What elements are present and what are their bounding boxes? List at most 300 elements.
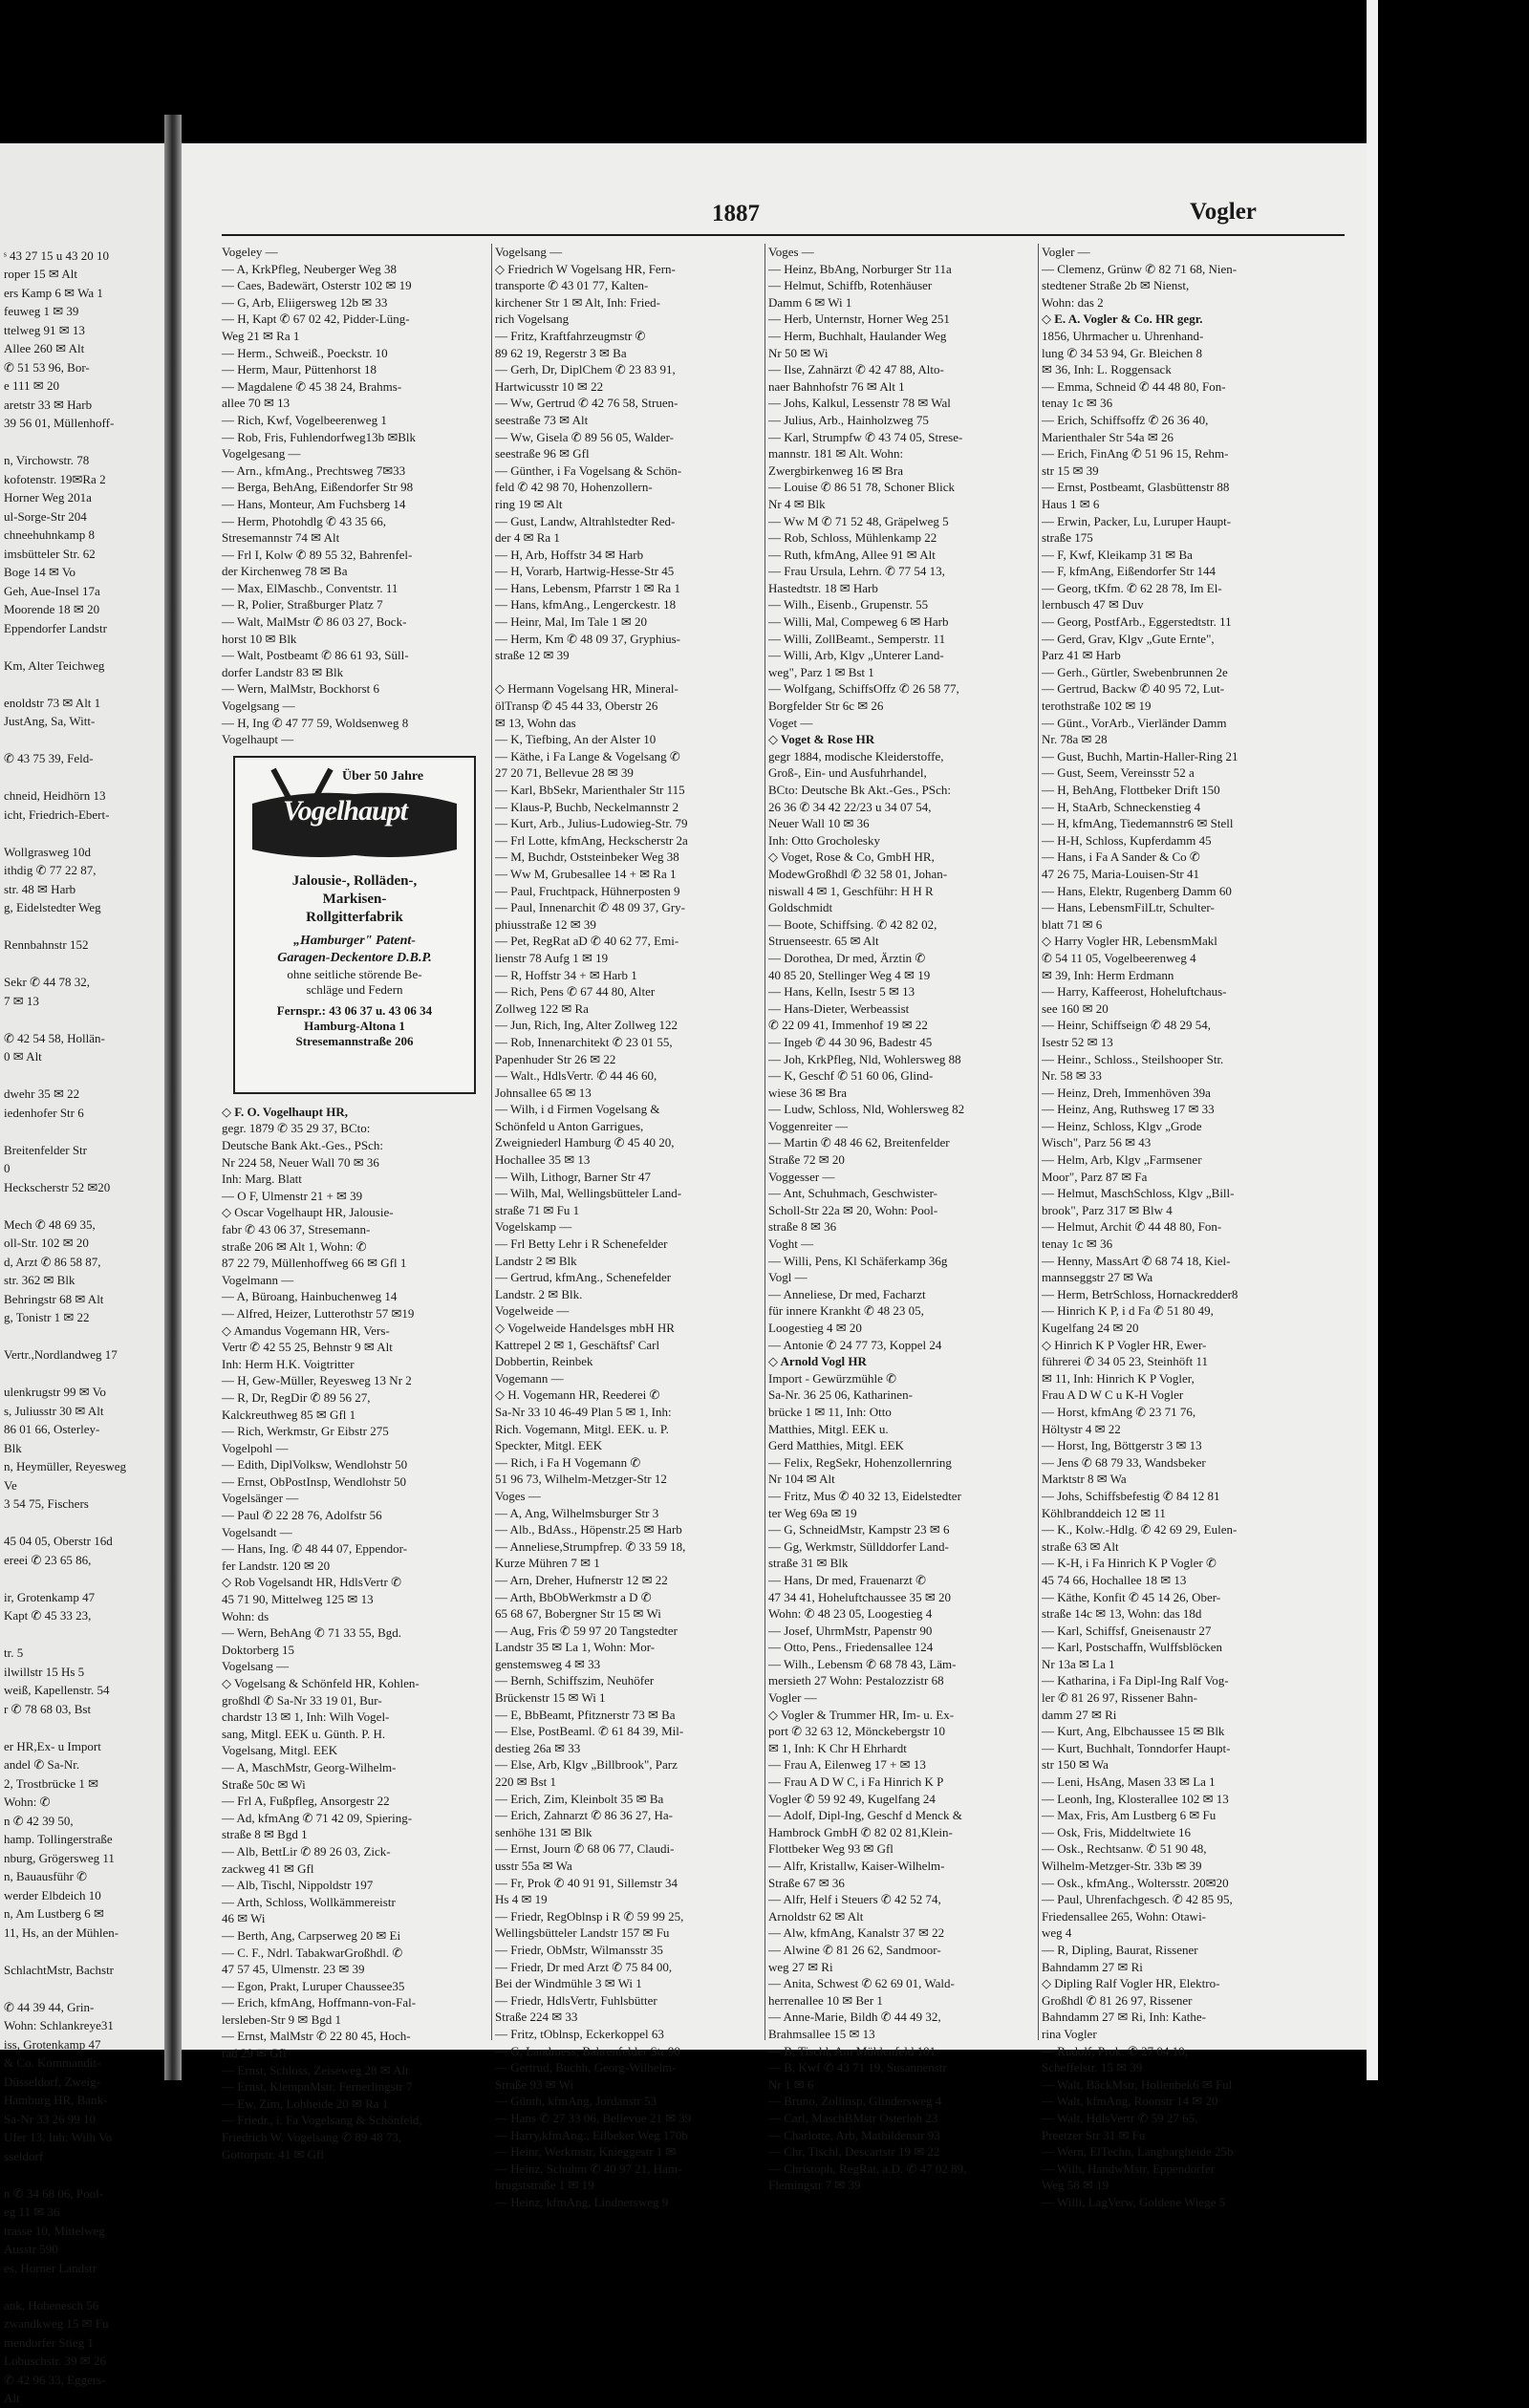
directory-entry: — Erich, Zim, Kleinbolt 35 ✉ Ba <box>495 1791 664 1806</box>
directory-entry: Brückenstr 15 ✉ Wi 1 <box>495 1690 606 1706</box>
directory-entry: — Heinz, Schuhm ✆ 40 97 21, Ham- <box>495 2161 682 2176</box>
directory-entry: Wohn: das 2 <box>1042 294 1104 310</box>
directory-entry: großhdl ✆ Sa-Nr 33 19 01, Bur- <box>222 1692 382 1708</box>
directory-entry: — Osk., kfmAng., Woltersstr. 20✉20 <box>1042 1875 1229 1890</box>
directory-entry <box>4 731 164 750</box>
directory-entry: 7 ✉ 13 <box>4 993 39 1008</box>
directory-entry: — Herm., Schweiß., Poeckstr. 10 <box>222 345 388 360</box>
directory-entry: ✆ 44 39 44, Grin- <box>4 1999 95 2014</box>
column-1 <box>222 244 482 2162</box>
directory-entry: lienstr 78 Aufg 1 ✉ 19 <box>495 950 609 965</box>
directory-entry: Vogl — <box>768 1270 808 1285</box>
directory-entry: — Bruno, Zollinsp, Glindersweg 4 <box>768 2094 942 2109</box>
directory-entry: Voght — <box>768 1236 814 1252</box>
directory-entry: Frau A D W C u K-H Vogler <box>1042 1387 1184 1403</box>
directory-entry: — Max, ElMaschb., Conventstr. 11 <box>222 580 398 595</box>
directory-entry: — Ernst, ObPostInsp, Wendlohstr 50 <box>222 1473 406 1489</box>
directory-entry: n, Am Lustberg 6 ✉ <box>4 1906 104 1921</box>
directory-entry: — Else, Arb, Klgv „Billbrook", Parz <box>495 1757 678 1773</box>
directory-entry: — Herm, Km ✆ 48 09 37, Gryphius- <box>495 631 680 646</box>
directory-entry: Voges — <box>495 1488 541 1503</box>
directory-entry: n, Virchowstr. 78 <box>4 453 90 467</box>
directory-entry: ✉ 1, Inh: K Chr H Ehrhardt <box>768 1740 907 1755</box>
directory-entry: Nr 224 58, Neuer Wall 70 ✉ 36 <box>222 1154 379 1170</box>
directory-entry: — Erwin, Packer, Lu, Luruper Haupt- <box>1042 513 1232 528</box>
directory-entry: — Heinr, Mal, Im Tale 1 ✉ 20 <box>495 614 648 630</box>
directory-entry: — Wolfgang, SchiffsOffz ✆ 26 58 77, <box>768 681 959 697</box>
directory-entry: — Erich, kfmAng, Hoffmann-von-Fal- <box>222 1995 417 2010</box>
directory-entry: Schönfeld u Anton Garrigues, <box>495 1118 644 1133</box>
directory-entry: 47 26 75, Maria-Louisen-Str 41 <box>1042 866 1200 881</box>
directory-entry: Hamburg HR, Bank- <box>4 2093 108 2107</box>
directory-entry: — Horst, kfmAng ✆ 23 71 76, <box>1042 1404 1196 1419</box>
directory-entry: oll-Str. 102 ✉ 20 <box>4 1236 89 1250</box>
directory-entry: 2, Trostbrücke 1 ✉ <box>4 1775 99 1791</box>
directory-entry <box>4 433 164 452</box>
directory-entry: Wisch", Parz 56 ✉ 43 <box>1042 1135 1152 1150</box>
directory-entry: — A, KrkPfleg, Neuberger Weg 38 <box>222 261 397 276</box>
directory-entry: lernbusch 47 ✉ Duv <box>1042 597 1144 613</box>
directory-entry: Wohn: ✆ <box>4 1795 51 1809</box>
directory-entry: — Gust, Buchh, Martin-Haller-Ring 21 <box>1042 748 1238 763</box>
directory-entry: Höltystr 4 ✉ 22 <box>1042 1421 1121 1436</box>
directory-entry: seestraße 96 ✉ Gfl <box>495 446 590 462</box>
directory-entry: — Willi, LagVerw, Goldene Wiege 5 <box>1042 2194 1226 2209</box>
directory-entry: — Erich, Schiffsoffz ✆ 26 36 40, <box>1042 412 1209 427</box>
directory-entry: — Pet, RegRat aD ✆ 40 62 77, Emi- <box>495 934 679 949</box>
directory-entry: — Walt, BäckMstr, Hollenbek6 ✉ Ful <box>1042 2076 1233 2092</box>
directory-entry: — Helm, Arb, Klgv „Farmsener <box>1042 1152 1202 1168</box>
directory-entry: Wilhelm-Metzger-Str. 33b ✉ 39 <box>1042 1859 1202 1873</box>
ad-line: Garagen-Deckentore D.B.P. <box>277 950 432 965</box>
directory-entry: Vogelsang, Mitgl. EEK <box>222 1743 338 1758</box>
directory-entry: ModewGroßhdl ✆ 32 58 01, Johan- <box>768 866 948 881</box>
directory-entry: dorfer Landstr 83 ✉ Blk <box>222 664 344 679</box>
directory-entry: Rich. Vogemann, Mitgl. EEK. u. P. <box>495 1421 669 1436</box>
column-1-entries <box>222 244 482 748</box>
directory-entry: see 160 ✉ 20 <box>1042 1000 1109 1016</box>
directory-entry: — Alfred, Heizer, Lutterothstr 57 ✉19 <box>222 1305 415 1321</box>
directory-entry: — Aug, Fris ✆ 59 97 20 Tangstedter <box>495 1623 678 1638</box>
directory-entry: Alt <box>4 2391 20 2405</box>
directory-entry: Straße 50c ✉ Wi <box>222 1776 306 1792</box>
directory-entry <box>4 1514 164 1533</box>
directory-entry: — Heinz, kfmAng, Lindnersweg 9 <box>495 2194 669 2209</box>
directory-entry: Landstr 35 ✉ La 1, Wohn: Mor- <box>495 1640 656 1655</box>
directory-entry: — H, Kapt ✆ 67 02 42, Pidder-Lüng- <box>222 312 410 327</box>
directory-entry: — Arn, Dreher, Hufnerstr 12 ✉ 22 <box>495 1572 668 1587</box>
directory-entry: Vogelhaupt — <box>222 732 294 747</box>
directory-entry: roper 15 ✉ Alt <box>4 267 77 281</box>
directory-entry: — Heinz, Dreh, Immenhöven 39a <box>1042 1085 1211 1100</box>
directory-entry: Breitenfelder Str <box>4 1142 87 1157</box>
left-page <box>0 143 164 2405</box>
directory-entry: chardstr 13 ✉ 1, Inh: Wilh Vogel- <box>222 1709 390 1725</box>
directory-entry: dwehr 35 ✉ 22 <box>4 1086 80 1101</box>
directory-entry: — G, Landmess, Bahrenfelder Str 90 <box>495 2043 680 2058</box>
directory-entry: — Willi, Arb, Klgv „Unterer Land- <box>768 648 944 663</box>
directory-entry: — Gertrud, Backw ✆ 40 95 72, Lut- <box>1042 681 1225 697</box>
directory-entry: rad 29 ✉ Gfl <box>222 2046 287 2061</box>
directory-entry: ◇ Vogelsang & Schönfeld HR, Kohlen- <box>222 1676 420 1690</box>
directory-entry: senhöhe 131 ✉ Blk <box>495 1824 592 1839</box>
directory-entry: — Walt, HdlsVertr ✆ 59 27 65, <box>1042 2110 1198 2125</box>
directory-entry: r ✆ 78 68 03, Bst <box>4 1701 92 1716</box>
directory-entry: Parz 41 ✉ Harb <box>1042 648 1121 663</box>
directory-entry: 51 96 73, Wilhelm-Metzger-Str 12 <box>495 1472 667 1487</box>
directory-entry: straße 8 ✉ 36 <box>768 1219 837 1235</box>
directory-entry: — Ww M ✆ 71 52 48, Gräpelweg 5 <box>768 513 949 528</box>
directory-entry: terothstraße 102 ✉ 19 <box>1042 699 1152 714</box>
directory-entry: d, Arzt ✆ 86 58 87, <box>4 1254 101 1269</box>
directory-entry: ◇ Oscar Vogelhaupt HR, Jalousie- <box>222 1205 394 1220</box>
directory-entry: — Johs, Kalkul, Lessenstr 78 ✉ Wal <box>768 396 951 411</box>
directory-entry: Brahmsallee 15 ✉ 13 <box>768 2026 875 2041</box>
directory-entry: — R, Dr, RegDir ✆ 89 56 27, <box>222 1389 371 1405</box>
directory-entry: — Hans, kfmAng., Lengerckestr. 18 <box>495 597 677 613</box>
ad-line: ohne seitliche störende Be- <box>287 966 422 981</box>
directory-entry: Behringstr 68 ✉ Alt <box>4 1291 104 1306</box>
directory-entry <box>4 2277 164 2296</box>
directory-entry: es, Horner Landstr <box>4 2260 97 2275</box>
directory-entry: Wohn: Schlankreye31 <box>4 2018 114 2032</box>
directory-entry: — Günth, kfmAng, Jordanstr 53 <box>495 2094 657 2109</box>
directory-entry: ◇ Arnold Vogl HR <box>768 1354 867 1369</box>
directory-entry: — Walt, MalMstr ✆ 86 03 27, Bock- <box>222 614 407 630</box>
directory-entry: — Friedr, RegOblnsp i R ✆ 59 99 25, <box>495 1908 684 1924</box>
directory-entry: Preetzer Str 31 ✉ Fu <box>1042 2127 1146 2142</box>
directory-entry: — Frl A, Fußpfleg, Ansorgestr 22 <box>222 1794 390 1809</box>
directory-entry: — Herm, Photohdlg ✆ 43 35 66, <box>222 513 386 528</box>
directory-entry: Landstr 2 ✉ Blk <box>495 1253 577 1268</box>
directory-entry: — Kurt, Arb., Julius-Ludowieg-Str. 79 <box>495 816 688 831</box>
directory-entry: Vogelweide — <box>495 1303 570 1319</box>
directory-entry: n ✆ 42 39 50, <box>4 1813 74 1828</box>
directory-entry: — Gertrud, Buchh, Georg-Wilhelm- <box>495 2060 677 2075</box>
directory-entry: — Ernst, Schloss, Zeiseweg 28 ✉ Alt <box>222 2062 409 2077</box>
directory-entry: — Paul, Fruchtpack, Hühnerposten 9 <box>495 883 680 898</box>
directory-entry: Km, Alter Teichweg <box>4 657 105 673</box>
directory-entry: — M, Buchdr, Oststeinbeker Weg 38 <box>495 849 679 865</box>
directory-entry: — Gerd, Grav, Klgv „Gute Ernte", <box>1042 631 1215 646</box>
directory-entry: ◇ E. A. Vogler & Co. HR gegr. <box>1042 312 1203 327</box>
directory-entry: ttelweg 91 ✉ 13 <box>4 322 85 337</box>
directory-entry: Düsseldorf, Zweig- <box>4 2074 101 2089</box>
directory-entry: fabr ✆ 43 06 37, Stresemann- <box>222 1221 371 1236</box>
directory-entry <box>4 1196 164 1215</box>
directory-entry: führerei ✆ 34 05 23, Steinhöft 11 <box>1042 1354 1208 1369</box>
directory-entry: ölTransp ✆ 45 44 33, Oberstr 26 <box>495 699 658 714</box>
column-divider <box>764 244 765 2040</box>
directory-entry: Vogler — <box>1042 245 1090 259</box>
ad-line: Jalousie-, Rolläden-, <box>291 872 418 889</box>
directory-entry: — Carl, MaschBMstr Osterloh 23 <box>768 2110 938 2125</box>
column-4-entries <box>1042 244 1302 2210</box>
directory-entry: Wellingsbütteler Landstr 157 ✉ Fu <box>495 1925 670 1941</box>
directory-entry: — Caes, Badewärt, Osterstr 102 ✉ 19 <box>222 278 412 293</box>
directory-entry: — Gerh, Dr, DiplChem ✆ 23 83 91, <box>495 362 676 377</box>
directory-entry: — G, Arb, Eliigersweg 12b ✉ 33 <box>222 294 388 310</box>
directory-entry: — Rich, i Fa H Vogemann ✆ <box>495 1454 641 1470</box>
directory-entry: — H, Arb, Hoffstr 34 ✉ Harb <box>495 547 644 562</box>
directory-entry: BCto: Deutsche Bk Akt.-Ges., PSch: <box>768 783 952 797</box>
ad-line: Rollgitterfabrik <box>306 909 403 925</box>
directory-entry <box>4 227 164 247</box>
directory-entry <box>4 637 164 656</box>
directory-entry: — Erich, Zahnarzt ✆ 86 36 27, Ha- <box>495 1808 673 1823</box>
directory-entry <box>4 1066 164 1086</box>
directory-entry: Nr. 58 ✉ 33 <box>1042 1068 1102 1084</box>
directory-entry: — Hinrich K P, i d Fa ✆ 51 80 49, <box>1042 1303 1214 1319</box>
directory-entry: — Frau A, Eilenweg 17 + ✉ 13 <box>768 1757 926 1773</box>
directory-entry: — Anneliese, Dr med, Facharzt <box>768 1286 926 1301</box>
directory-entry: — Emma, Schneid ✆ 44 48 80, Fon- <box>1042 378 1226 394</box>
directory-entry: ◇ Hermann Vogelsang HR, Mineral- <box>495 681 678 697</box>
directory-entry: — Walt., HdlsVertr. ✆ 44 46 60, <box>495 1068 657 1084</box>
running-head: Vogler <box>1190 199 1257 225</box>
directory-entry: — Gg, Werkmstr, Süllddorfer Land- <box>768 1538 949 1554</box>
directory-entry: Flemingstr 7 ✉ 39 <box>768 2178 861 2193</box>
directory-entry: mersieth 27 Wohn: Pestalozzistr 68 <box>768 1673 944 1688</box>
directory-entry: ◇ Dipling Ralf Vogler HR, Elektro- <box>1042 1976 1220 1991</box>
directory-entry: — Frau Ursula, Lehrn. ✆ 77 54 13, <box>768 564 945 579</box>
directory-entry: — Dorothea, Dr med, Ärztin ✆ <box>768 950 926 965</box>
directory-entry: — Harry, Kaffeerost, Hoheluftchaus- <box>1042 984 1227 1000</box>
directory-entry: Sekr ✆ 44 78 32, <box>4 975 90 989</box>
directory-entry: Matthies, Mitgl. EEK u. <box>768 1421 889 1436</box>
directory-entry: Bahndamm 27 ✉ Ri <box>1042 1959 1143 1974</box>
directory-entry: — Gust, Seem, Vereinsstr 52 a <box>1042 765 1195 781</box>
directory-entry: damm 27 ✉ Ri <box>1042 1707 1117 1722</box>
directory-entry: — Chr, Tischl, Descartstr 19 ✉ 22 <box>768 2144 940 2160</box>
directory-entry: Import - Gewürzmühle ✆ <box>768 1370 896 1386</box>
directory-entry: ithdig ✆ 77 22 87, <box>4 863 97 877</box>
directory-entry: straße 8 ✉ Bgd 1 <box>222 1827 308 1842</box>
directory-entry: str. 48 ✉ Harb <box>4 881 76 896</box>
directory-entry: — Wern, MalMstr, Bockhorst 6 <box>222 681 380 697</box>
directory-entry <box>4 1569 164 1588</box>
directory-entry: — Herb, Unternstr, Horner Weg 251 <box>768 312 950 327</box>
directory-entry: Hs 4 ✉ 19 <box>495 1892 548 1907</box>
directory-entry: n, Heymüller, Reyesweg <box>4 1459 127 1473</box>
directory-entry: Vogelskamp — <box>495 1219 572 1235</box>
directory-entry: — H-H, Schloss, Kupferdamm 45 <box>1042 832 1212 848</box>
directory-entry <box>4 1122 164 1141</box>
directory-entry: n ✆ 34 68 06, Pool- <box>4 2185 104 2201</box>
directory-entry: Straße 93 ✉ Wi <box>495 2076 573 2092</box>
directory-entry: — Walt, kfmAng, Roonstr 14 ✉ 20 <box>1042 2094 1218 2109</box>
directory-entry: 0 <box>4 1161 11 1175</box>
directory-entry: — Walt, Postbeamt ✆ 86 61 93, Süll- <box>222 648 409 663</box>
directory-entry: — Willi, ZollBeamt., Semperstr. 11 <box>768 631 946 646</box>
directory-entry: 47 34 41, Hoheluftchaussee 35 ✉ 20 <box>768 1589 952 1604</box>
directory-entry: Damm 6 ✉ Wi 1 <box>768 294 852 310</box>
directory-entry: — Max, Fris, Am Lustberg 6 ✉ Fu <box>1042 1808 1217 1823</box>
directory-entry: Vogeley — <box>222 245 278 259</box>
directory-entry: Landstr. 2 ✉ Blk. <box>495 1286 583 1301</box>
directory-entry: Vertr ✆ 42 55 25, Behnstr 9 ✉ Alt <box>222 1340 393 1355</box>
directory-entry: — Katharina, i Fa Dipl-Ing Ralf Vog- <box>1042 1673 1229 1688</box>
directory-entry: Papenhuder Str 26 ✉ 22 <box>495 1051 616 1066</box>
directory-entry: — Boote, Schiffsing. ✆ 42 82 02, <box>768 916 937 932</box>
column-divider <box>1038 244 1039 2040</box>
directory-entry: Moorende 18 ✉ 20 <box>4 602 100 616</box>
directory-entry: Loogestieg 4 ✉ 20 <box>768 1321 862 1335</box>
directory-entry: Zollweg 122 ✉ Ra <box>495 1000 589 1016</box>
directory-entry: nburg, Grögersweg 11 <box>4 1850 115 1865</box>
directory-entry: — Heinz, Schloss, Klgv „Grode <box>1042 1118 1202 1133</box>
directory-entry: ler ✆ 81 26 97, Rissener Bahn- <box>1042 1690 1197 1706</box>
directory-entry: — Hans, Kelln, Isestr 5 ✉ 13 <box>768 984 915 1000</box>
directory-entry: destieg 26a ✉ 33 <box>495 1740 581 1755</box>
directory-entry: — Wern, BehAng ✆ 71 33 55, Bgd. <box>222 1625 401 1641</box>
directory-entry: — Alb, BettLir ✆ 89 26 03, Zick- <box>222 1843 391 1859</box>
directory-entry: icht, Friedrich-Ebert- <box>4 806 110 822</box>
directory-entry: Stresemannstr 74 ✉ Alt <box>222 530 340 546</box>
directory-entry: chneehuhnkamp 8 <box>4 527 95 542</box>
directory-entry: Vogemann — <box>495 1370 564 1386</box>
directory-entry: JustAng, Sa, Witt- <box>4 714 96 728</box>
directory-entry: — Henny, MassArt ✆ 68 74 18, Kiel- <box>1042 1253 1231 1268</box>
directory-entry: hamp. Tollingerstraße <box>4 1832 113 1846</box>
directory-entry: Scholl-Str 22a ✉ 20, Wohn: Pool- <box>768 1202 938 1217</box>
directory-entry: — Helmut, MaschSchloss, Klgv „Bill- <box>1042 1186 1235 1201</box>
directory-entry: Voget — <box>768 715 813 730</box>
directory-entry: ◇ Vogelweide Handelsges mbH HR <box>495 1321 675 1335</box>
directory-entry: — Alw, kfmAng, Kanalstr 37 ✉ 22 <box>768 1925 945 1941</box>
directory-entry: — Heinr, Werkmstr, Knieggestr 1 ✉ <box>495 2144 677 2160</box>
directory-entry: — Alfr, Kristallw, Kaiser-Wilhelm- <box>768 1859 945 1873</box>
directory-entry: Ve <box>4 1477 17 1493</box>
directory-entry: — Edith, DiplVolksw, Wendlohstr 50 <box>222 1457 408 1473</box>
directory-entry: — Gertrud, kfmAng., Schenefelder <box>495 1270 672 1285</box>
directory-entry: — Alb., BdAss., Höpenstr.25 ✉ Harb <box>495 1522 682 1537</box>
directory-entry: Hartwicusstr 10 ✉ 22 <box>495 378 604 394</box>
directory-entry: — Frl Betty Lehr i R Schenefelder <box>495 1236 668 1252</box>
directory-entry: — G, SchneidMstr, Kampstr 23 ✉ 6 <box>768 1522 950 1537</box>
directory-entry: ter Weg 69a ✉ 19 <box>768 1505 857 1520</box>
directory-entry: ers Kamp 6 ✉ Wa 1 <box>4 285 103 300</box>
directory-entry: wiese 36 ✉ Bra <box>768 1085 848 1100</box>
ad-body <box>235 872 474 1049</box>
directory-entry: — Wilh, i d Firmen Vogelsang & <box>495 1102 660 1117</box>
directory-entry: — Hans, LebensmFilLtr, Schulter- <box>1042 900 1215 915</box>
directory-entry: — Otto, Pens., Friedensallee 124 <box>768 1640 934 1655</box>
ad-line: Hamburg-Altona 1 <box>304 1018 405 1033</box>
directory-entry: Kalckreuthweg 85 ✉ Gfl 1 <box>222 1407 356 1422</box>
directory-entry: — Fritz, Mus ✆ 40 32 13, Eidelstedter <box>768 1488 961 1503</box>
directory-entry: ◇ Amandus Vogemann HR, Vers- <box>222 1322 390 1338</box>
directory-entry: brugststraße 1 ✉ 19 <box>495 2178 594 2193</box>
directory-entry: — Anne-Marie, Bildh ✆ 44 49 32, <box>768 2010 941 2025</box>
directory-entry: — Heinr., Schloss., Steilshooper Str. <box>1042 1051 1224 1066</box>
directory-entry: — Helmut, Schiffb, Rotenhäuser <box>768 278 933 293</box>
directory-entry: — Rich, Kwf, Vogelbeerenweg 1 <box>222 412 387 427</box>
directory-entry: brook", Parz 317 ✉ Blw 4 <box>1042 1202 1173 1217</box>
directory-entry: kofotenstr. 19✉Ra 2 <box>4 471 106 486</box>
directory-entry: chneid, Heidhörn 13 <box>4 788 106 803</box>
directory-entry: Vogelpohl — <box>222 1440 289 1455</box>
directory-entry: — Kurt, Ang, Elbchaussee 15 ✉ Blk <box>1042 1724 1225 1739</box>
directory-entry: — Ad, kfmAng ✆ 71 42 09, Spiering- <box>222 1810 413 1825</box>
directory-entry: — Berth, Ang, Carpserweg 20 ✉ Ei <box>222 1927 401 1943</box>
directory-entry: — R, Hoffstr 34 + ✉ Harb 1 <box>495 967 637 982</box>
directory-entry: Vertr.,Nordlandweg 17 <box>4 1347 118 1362</box>
directory-entry: Nr 50 ✉ Wi <box>768 345 829 360</box>
directory-entry: Nr 1 ✉ 6 <box>768 2076 814 2092</box>
directory-entry: — Charlotte, Arb, Mathildenstr 93 <box>768 2127 940 2142</box>
directory-entry: Horner Weg 201a <box>4 490 92 505</box>
directory-entry: — H, Ing ✆ 47 77 59, Woldsenweg 8 <box>222 715 409 730</box>
directory-entry: mannstr. 181 ✉ Alt. Wohn: <box>768 446 904 462</box>
directory-entry: — Bernh, Schiffszim, Neuhöfer <box>495 1673 655 1688</box>
directory-entry: Neuer Wall 10 ✉ 36 <box>768 816 870 831</box>
directory-entry: Borgfelder Str 6c ✉ 26 <box>768 699 884 714</box>
ad-line: Stresemannstraße 206 <box>295 1033 414 1048</box>
column-4 <box>1042 244 1302 2210</box>
page-number: 1887 <box>712 201 760 226</box>
directory-entry: ✆ 51 53 96, Bor- <box>4 359 90 375</box>
directory-entry: — Arth, Schloss, Wollkämmereistr <box>222 1894 396 1909</box>
directory-entry: Ausstr 590 <box>4 2242 58 2256</box>
directory-entry: eg 11 ✉ 36 <box>4 2204 60 2219</box>
directory-entry: Voggenreiter — <box>768 1118 849 1133</box>
directory-entry: — Paul ✆ 22 28 76, Adolfstr 56 <box>222 1508 382 1523</box>
directory-entry: Boge 14 ✉ Vo <box>4 565 76 579</box>
column-divider <box>491 244 492 2040</box>
directory-entry: — Wilh., Eisenb., Grupenstr. 55 <box>768 597 929 613</box>
directory-entry: Vogelsang — <box>222 1659 290 1674</box>
ad-badge: Über 50 Jahre <box>342 768 424 784</box>
directory-entry: Vogelsang — <box>495 245 563 259</box>
directory-entry: — Ernst, Postbeamt, Glasbüttenstr 88 <box>1042 480 1230 495</box>
directory-entry: — Frau A D W C, i Fa Hinrich K P <box>768 1774 944 1790</box>
directory-entry: Wollgrasweg 10d <box>4 844 92 859</box>
directory-entry: 47 57 45, Ulmenstr. 23 ✉ 39 <box>222 1962 365 1977</box>
directory-entry: — Harry,kfmAng., Eilbeker Weg 170b <box>495 2127 688 2142</box>
ad-line: Markisen- <box>322 891 387 907</box>
directory-entry: & Co. Kommandit- <box>4 2055 101 2070</box>
directory-entry: Eppendorfer Landstr <box>4 620 107 635</box>
directory-entry: — H, kfmAng, Tiedemannstr6 ✉ Stell <box>1042 816 1234 831</box>
directory-entry: — Berga, BehAng, Eißendorfer Str 98 <box>222 480 414 495</box>
directory-entry: — Willi, Mal, Compeweg 6 ✉ Harb <box>768 614 949 630</box>
directory-entry: — Alfr, Helf i Steuers ✆ 42 52 74, <box>768 1892 941 1907</box>
directory-entry: Voges — <box>768 245 814 259</box>
directory-entry: tenay 1c ✉ 36 <box>1042 396 1113 411</box>
directory-entry: rich Vogelsang <box>495 312 570 327</box>
directory-entry: ◇ Rob Vogelsandt HR, HdlsVertr ✆ <box>222 1575 401 1590</box>
directory-entry: — Ww M, Grubesallee 14 + ✉ Ra 1 <box>495 866 677 881</box>
directory-entry: ◇ Hinrich K P Vogler HR, Ewer- <box>1042 1337 1207 1352</box>
directory-entry: straße 12 ✉ 39 <box>495 648 570 663</box>
directory-entry: — Rudolf, Prok. ✆ 27 04 10, <box>1042 2043 1188 2058</box>
vogelhaupt-advertisement <box>233 756 476 1094</box>
directory-entry: 3 54 75, Fischers <box>4 1496 89 1511</box>
directory-entry: Vogelgsang — <box>222 699 295 714</box>
directory-entry: Haus 1 ✉ 6 <box>1042 496 1100 511</box>
directory-entry: feld ✆ 42 98 70, Hohenzollern- <box>495 480 653 495</box>
directory-entry: Inh: Herm H.K. Voigtritter <box>222 1356 355 1371</box>
directory-entry: — Magdalene ✆ 45 38 24, Brahms- <box>222 378 402 394</box>
directory-entry: — Willi, Pens, Kl Schäferkamp 36g <box>768 1253 948 1268</box>
directory-entry: 40 85 20, Stellinger Weg 4 ✉ 19 <box>768 967 931 982</box>
directory-entry: ◇ Vogler & Trummer HR, Im- u. Ex- <box>768 1707 955 1722</box>
directory-entry: — Alwine ✆ 81 26 62, Sandmoor- <box>768 1942 941 1957</box>
directory-entry: — Alb, Tischl, Nippoldstr 197 <box>222 1878 374 1893</box>
directory-entry: herrenallee 10 ✉ Ber 1 <box>768 1992 883 2008</box>
directory-entry: 89 62 19, Regerstr 3 ✉ Ba <box>495 345 627 360</box>
